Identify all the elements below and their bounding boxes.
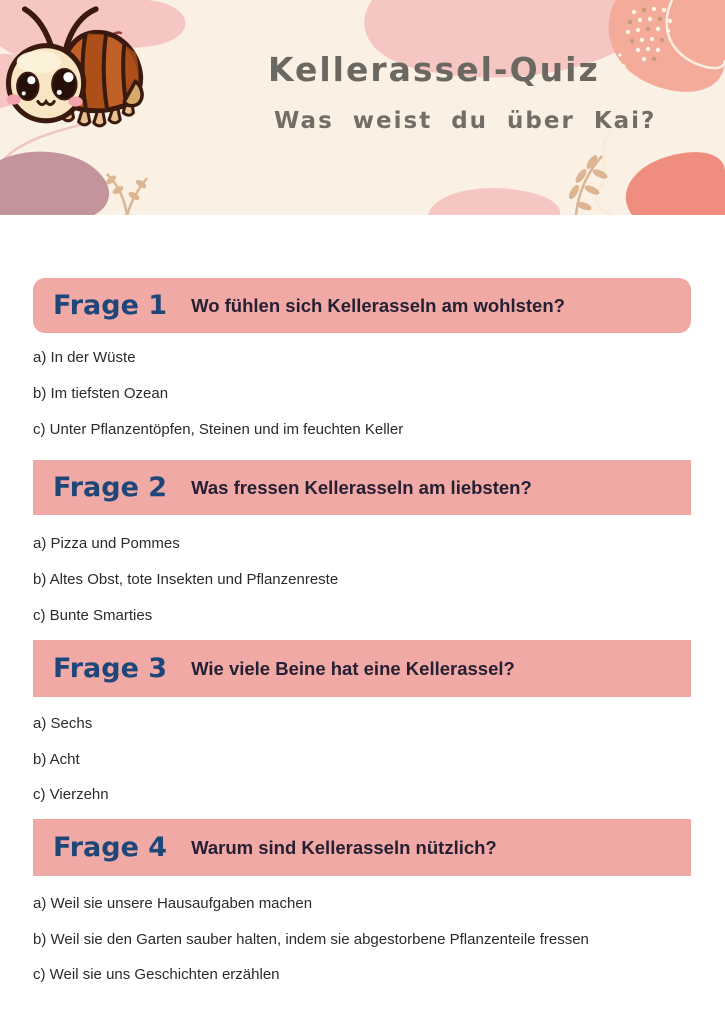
question-3-option-a: a) Sechs xyxy=(33,715,93,732)
question-4-number: Frage 4 xyxy=(53,832,168,863)
question-3-option-c: c) Vierzehn xyxy=(33,786,109,803)
question-3-bar xyxy=(33,640,691,697)
question-2-option-c: c) Bunte Smarties xyxy=(33,607,153,624)
question-4-text: Warum sind Kellerasseln nützlich? xyxy=(191,836,497,858)
question-2-text: Was fressen Kellerasseln am liebsten? xyxy=(191,476,532,498)
page-subtitle: Was weist du über Kai? xyxy=(274,108,657,134)
question-2-bar xyxy=(33,460,691,515)
question-1-option-b: b) Im tiefsten Ozean xyxy=(33,385,169,402)
question-1-text: Wo fühlen sich Kellerasseln am wohlsten? xyxy=(191,294,565,316)
page-title: Kellerassel-Quiz xyxy=(268,50,600,89)
question-3-text: Wie viele Beine hat eine Kellerassel? xyxy=(191,657,515,679)
question-3-option-b: b) Acht xyxy=(33,751,80,768)
question-1-option-a: a) In der Wüste xyxy=(33,349,136,366)
question-2-option-a: a) Pizza und Pommes xyxy=(33,535,180,552)
question-1-number: Frage 1 xyxy=(53,290,168,321)
header-banner xyxy=(0,0,725,215)
woodlouse-mascot-icon xyxy=(0,0,148,132)
question-2-option-b: b) Altes Obst, tote Insekten und Pflanzenreste xyxy=(33,571,339,588)
question-4-bar xyxy=(33,819,691,876)
question-4-option-c: c) Weil sie uns Geschichten erzählen xyxy=(33,966,280,983)
question-2-number: Frage 2 xyxy=(53,472,168,503)
leaf-sprig-icon xyxy=(104,174,147,215)
question-4-option-a: a) Weil sie unsere Hausaufgaben machen xyxy=(33,895,313,912)
question-3-number: Frage 3 xyxy=(53,653,168,684)
question-1-bar xyxy=(33,278,691,333)
question-1-option-c: c) Unter Pflanzentöpfen, Steinen und im feuchten Keller xyxy=(33,421,404,438)
question-4-option-b: b) Weil sie den Garten sauber halten, indem sie abgestorbene Pflanzenteile fressen xyxy=(33,931,589,948)
